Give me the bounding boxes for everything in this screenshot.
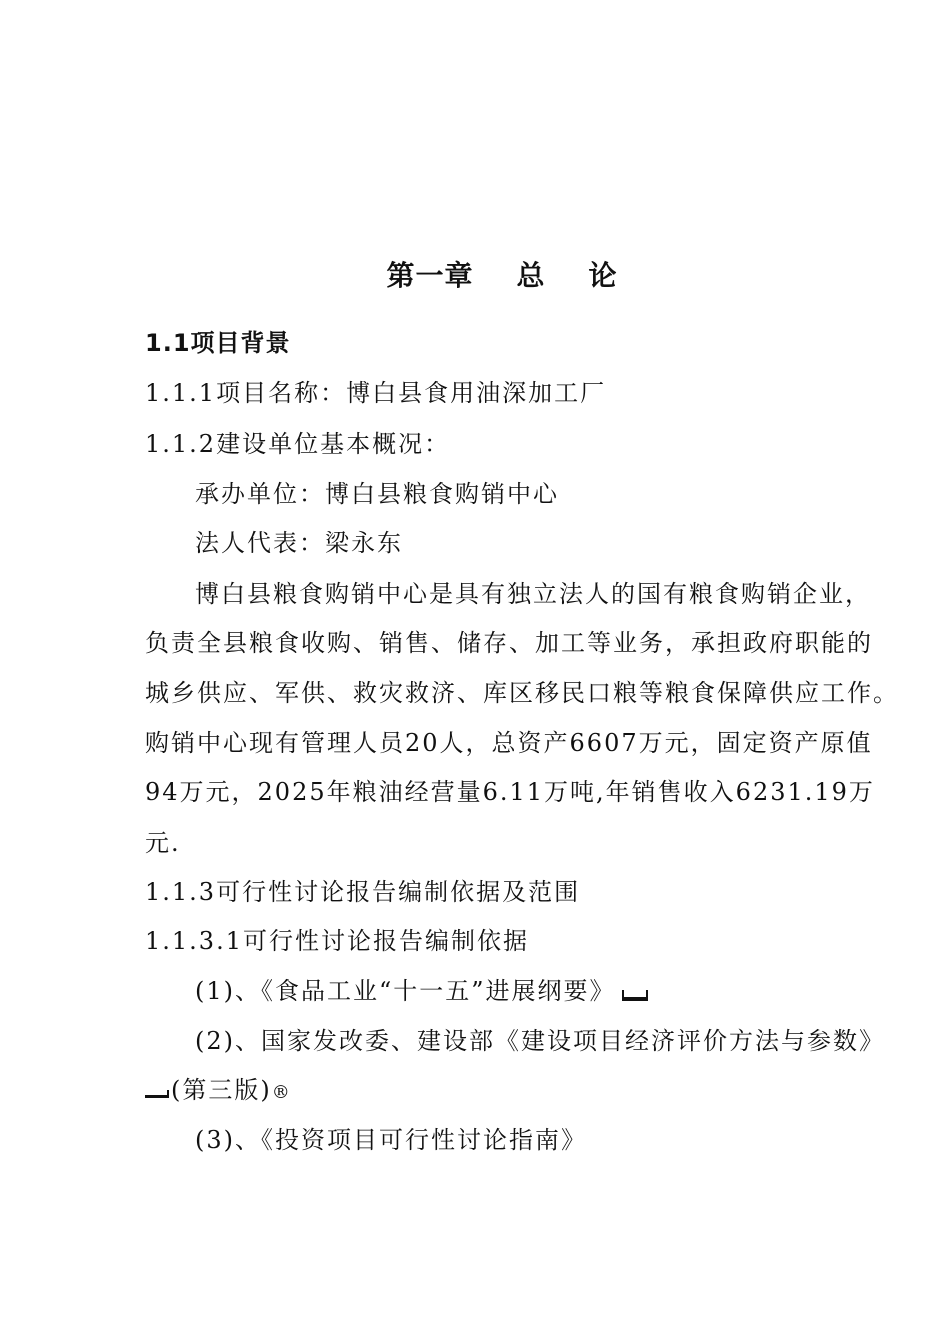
item-1-1-2-unit-overview: 1.1.2建设单位基本概况： [145,430,451,458]
paragraph-line: 负责全县粮食收购、销售、储存、加工等业务，承担政府职能的 [145,629,873,657]
reference-2-continued [145,1075,290,1108]
footnote-mark [622,990,648,1001]
paragraph-line: 元. [145,829,181,857]
reference-2-edition: (第三版) [171,1076,272,1104]
reference-1-text: (1)、《食品工业“十一五”进展纲要》 [195,977,616,1005]
paragraph-line: 博白县粮食购销中心是具有独立法人的国有粮食购销企业， [195,580,871,608]
item-1-1-1-project-name: 1.1.1项目名称：博白县食用油深加工厂 [145,379,607,407]
paragraph-line: 城乡供应、军供、救灾救济、库区移民口粮等粮食保障供应工作。 [145,679,899,707]
paragraph-line: 94万元，2025年粮油经营量6.11万吨,年销售收入6231.19万 [145,778,875,806]
section-heading-1-1: 1.1项目背景 [145,329,291,357]
paragraph-line: 购销中心现有管理人员20人，总资产6607万元，固定资产原值 [145,729,873,757]
registered-mark: ® [271,1082,290,1103]
item-1-1-3-1-basis: 1.1.3.1可行性讨论报告编制依据 [145,927,529,955]
reference-1 [195,976,648,1006]
reference-3: (3)、《投资项目可行性讨论指南》 [195,1126,587,1154]
footnote-mark [145,1090,169,1098]
legal-representative: 法人代表：梁永东 [195,529,403,557]
reference-2: (2)、国家发改委、建设部《建设项目经济评价方法与参数》 [195,1027,885,1055]
chapter-title: 第一章 总 论 [386,259,618,292]
host-unit: 承办单位：博白县粮食购销中心 [195,480,559,508]
item-1-1-3-basis-and-scope: 1.1.3可行性讨论报告编制依据及范围 [145,878,581,906]
